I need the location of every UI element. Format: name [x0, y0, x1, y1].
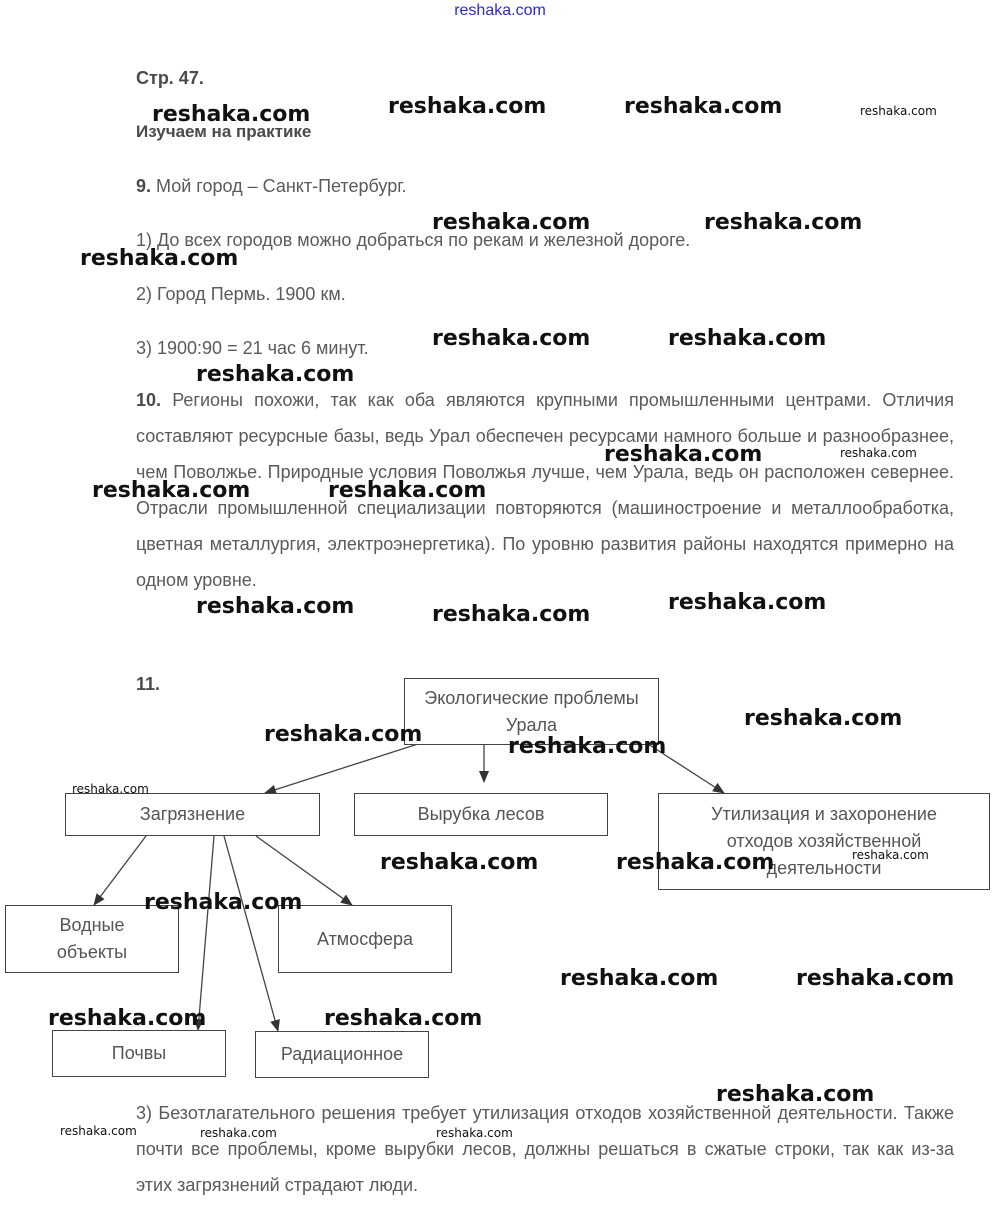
watermark: reshaka.com	[704, 210, 863, 235]
arrow-pollution-to-radiation	[224, 836, 278, 1031]
diagram-radiation-label: Радиационное	[280, 1044, 404, 1064]
watermark: reshaka.com	[388, 94, 547, 119]
watermark: reshaka.com	[624, 94, 783, 119]
task11-number: 11.	[136, 674, 161, 694]
diagram-pollution-label: Загрязнение	[139, 804, 246, 824]
watermark: reshaka.com	[80, 246, 239, 271]
diagram-logging-label: Вырубка лесов	[417, 804, 545, 824]
watermark: reshaka.com	[668, 590, 827, 615]
watermark: reshaka.com	[152, 102, 311, 127]
diagram-water-label: Водные объекты	[56, 915, 128, 962]
watermark: reshaka.com	[144, 890, 303, 915]
header-link[interactable]: reshaka.com	[454, 2, 546, 19]
task11-item3-text: Безотлагательного решения требует утилизация отходов хозяйственной деятельности. Также почти все проблемы, кроме вырубки лесов, должны решаться в сжатые строки, так как из-за этих загрязнений страдают люди.	[136, 1103, 954, 1195]
page-reference: Стр. 47.	[136, 68, 204, 88]
watermark: reshaka.com	[380, 850, 539, 875]
task10-number: 10.	[136, 390, 162, 410]
watermark: reshaka.com	[432, 326, 591, 351]
watermark: reshaka.com	[92, 478, 251, 503]
diagram-atmosphere-label: Атмосфера	[316, 928, 414, 949]
diagram-water-box	[5, 905, 179, 973]
task11-item3-number: 3)	[136, 1103, 153, 1123]
task9-item3: 3) 1900:90 = 21 час 6 минут.	[136, 338, 369, 358]
arrow-pollution-to-water	[94, 836, 146, 905]
watermark: reshaka.com	[852, 848, 929, 862]
watermark: reshaka.com	[196, 362, 355, 387]
diagram-pollution-box	[65, 793, 320, 836]
watermark: reshaka.com	[604, 442, 763, 467]
watermark: reshaka.com	[60, 1124, 137, 1138]
task9-number: 9.	[136, 176, 152, 196]
watermark: reshaka.com	[264, 722, 423, 747]
watermark: reshaka.com	[796, 966, 955, 991]
task11-item3-paragraph	[136, 1095, 954, 1203]
diagram-root-label: Экологические проблемы Урала	[424, 687, 639, 735]
watermark: reshaka.com	[48, 1006, 207, 1031]
watermark: reshaka.com	[432, 602, 591, 627]
watermark: reshaka.com	[328, 478, 487, 503]
task9-title-text: Мой город – Санкт-Петербург.	[156, 176, 407, 196]
diagram-waste-box	[658, 793, 990, 890]
watermark: reshaka.com	[72, 782, 149, 796]
watermark: reshaka.com	[436, 1126, 513, 1140]
watermark: reshaka.com	[560, 966, 719, 991]
diagram-soil-label: Почвы	[111, 1043, 167, 1063]
diagram-radiation-box	[255, 1031, 429, 1078]
task10-text: Регионы похожи, так как оба являются крупными промышленными центрами. Отличия составляют ресурсные базы, ведь Урал обеспечен ресурсами намного больше и разнообразнее, чем Поволжье. Природные условия Поволжья лучше, чем Урала, ведь он расположен севернее. Отрасли промышленной специализации повторяются (машиностроение и металлообработка, цветная металлургия, электроэнергетика). По уровню развития районы находятся примерно на одном уровне.	[136, 390, 954, 590]
diagram-waste-label: Утилизация и захоронение отходов хозяйственной деятельности	[711, 804, 937, 878]
watermark: reshaka.com	[432, 210, 591, 235]
arrow-root-to-pollution	[265, 744, 418, 793]
watermark: reshaka.com	[716, 1082, 875, 1107]
watermark: reshaka.com	[324, 1006, 483, 1031]
watermark: reshaka.com	[840, 446, 917, 460]
watermark: reshaka.com	[508, 734, 667, 759]
watermark: reshaka.com	[668, 326, 827, 351]
task9-item1: 1) До всех городов можно добраться по рекам и железной дороге.	[136, 230, 691, 250]
section-title: Изучаем на практике	[136, 122, 312, 141]
watermark: reshaka.com	[616, 850, 775, 875]
diagram-soil-box	[52, 1030, 226, 1077]
watermark: reshaka.com	[196, 594, 355, 619]
watermark: reshaka.com	[744, 706, 903, 731]
watermark: reshaka.com	[200, 1126, 277, 1140]
diagram-logging-box	[354, 793, 608, 836]
task9-item2: 2) Город Пермь. 1900 км.	[136, 284, 346, 304]
watermark: reshaka.com	[860, 104, 937, 118]
diagram-atmosphere-box	[278, 905, 452, 973]
arrow-pollution-to-soil	[198, 836, 214, 1030]
